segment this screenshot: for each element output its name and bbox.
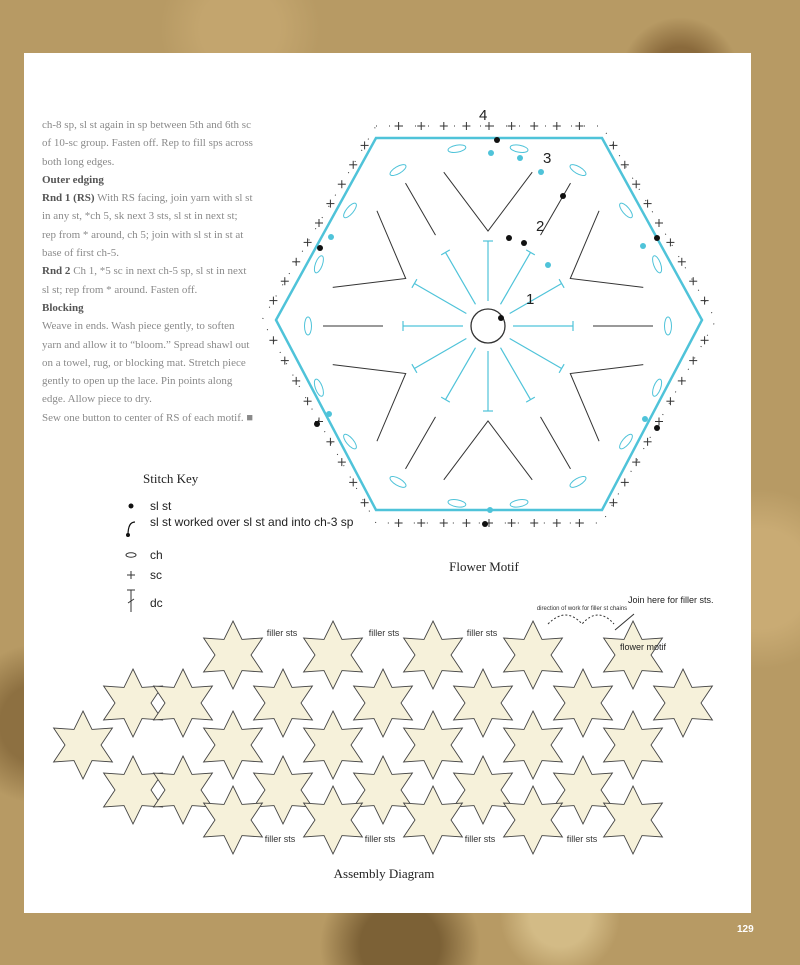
star-motif <box>504 621 563 689</box>
dc-petal <box>444 421 532 480</box>
filler-label-bottom: filler sts <box>566 834 598 844</box>
dc-petal <box>570 211 643 288</box>
star-motif <box>54 711 113 779</box>
sc-stitch <box>609 499 617 507</box>
star-motif <box>104 756 163 824</box>
slst-dot <box>521 240 527 246</box>
slst-over-symbol <box>128 522 135 535</box>
sc-stitch <box>395 519 403 527</box>
filler-label-bottom: filler sts <box>264 834 296 844</box>
dc-stem <box>541 417 571 469</box>
star-motif <box>304 786 363 854</box>
sc-stitch <box>666 397 674 405</box>
dc-petal <box>570 365 643 442</box>
sc-stitch <box>530 519 538 527</box>
key-label-slst-over <box>150 515 354 529</box>
dc-ray <box>414 284 466 314</box>
slst-dot <box>482 521 488 527</box>
slst-dot <box>560 193 566 199</box>
sc-stitch <box>417 122 425 130</box>
center-ring <box>471 309 505 343</box>
star-motif <box>154 756 213 824</box>
star-motif <box>554 669 613 737</box>
filler-label-bottom: filler sts <box>464 834 496 844</box>
ch-loop <box>510 144 529 154</box>
filler-label-top: filler sts <box>266 628 298 638</box>
rnd1-label: Rnd 1 (RS) <box>42 192 95 205</box>
key-label-slst-over-text: sl st worked over sl st and into ch-3 sp <box>150 515 354 529</box>
sc-stitch <box>655 418 663 426</box>
star-motif <box>404 786 463 854</box>
sc-stitch <box>292 258 300 266</box>
star-motif <box>604 711 663 779</box>
assembly-diagram <box>54 595 714 881</box>
key-label-slst: sl st <box>150 499 172 513</box>
sc-stitch <box>689 277 697 285</box>
dc-petal <box>333 365 406 442</box>
ch-dot <box>328 234 334 240</box>
sc-stitch <box>530 122 538 130</box>
sc-stitch <box>701 336 709 344</box>
outer-edging-heading: Outer edging <box>42 173 104 186</box>
dc-stem <box>406 183 436 235</box>
rnd2-text: Ch 1, *5 sc in next ch-5 sp, sl st in next sl st; rep from * around. Fasten off. <box>42 265 247 296</box>
flower-motif-note: flower motif <box>620 642 667 652</box>
sc-stitch <box>338 180 346 188</box>
sc-stitch <box>632 180 640 188</box>
slst-dot <box>317 245 323 251</box>
star-motif <box>404 621 463 689</box>
rnd1-text: With RS facing, join yarn with sl st in any st, *ch 5, sk next 3 sts, sl st in next st; rep from * around, ch 5; join with sl st in st at base of first ch-5. <box>42 192 253 260</box>
sc-stitch <box>326 438 334 446</box>
star-motif <box>654 669 713 737</box>
ch-loop <box>510 498 529 508</box>
stitch-key <box>126 471 354 612</box>
motif-outer-hexagon <box>276 138 702 510</box>
ch-loop <box>568 474 587 489</box>
ch-loop <box>388 163 407 178</box>
sc-stitch <box>553 122 561 130</box>
dc-ray-top <box>526 397 535 402</box>
dc-ray-top <box>412 279 417 288</box>
slst-dot <box>314 421 320 427</box>
sc-stitch <box>304 397 312 405</box>
star-motif <box>204 621 263 689</box>
stitch-key-title: Stitch Key <box>143 471 199 486</box>
star-motif <box>504 711 563 779</box>
ch-loop <box>665 317 672 335</box>
sc-stitch <box>440 519 448 527</box>
key-label-ch: ch <box>150 548 163 562</box>
instruction-continuation: ch-8 sp, sl st again in sp between 5th and 6th sc of 10-sc group. Fasten off. Rep to fill sps across both long edges. <box>42 119 253 168</box>
flower-motif-chart <box>262 107 716 574</box>
sc-stitch <box>575 122 583 130</box>
round-label-4: 4 <box>479 107 488 124</box>
ch-loop <box>447 498 466 508</box>
star-motif <box>254 756 313 824</box>
star-motif <box>354 669 413 737</box>
ch-loop <box>305 317 312 335</box>
assembly-caption: Assembly Diagram <box>333 866 435 881</box>
direction-note-text: direction of work for filler st chains <box>536 606 628 612</box>
star-motif <box>254 669 313 737</box>
dc-symbol <box>127 590 135 612</box>
ch-loop <box>618 432 635 450</box>
sc-stitch <box>269 336 277 344</box>
dc-ray <box>510 339 562 369</box>
sc-stitch <box>508 122 516 130</box>
star-motif <box>454 756 513 824</box>
sc-stitch <box>553 519 561 527</box>
star-motif <box>354 756 413 824</box>
sc-stitch <box>655 219 663 227</box>
sc-stitch <box>462 519 470 527</box>
blocking-text: Weave in ends. Wash piece gently, to soften yarn and allow it to “bloom.” Spread shawl out on a towel, rug, or blocking mat. Stretch piece gently to open up the lace. Pin points along edge. Allow piece to dry. <box>42 320 250 406</box>
sc-stitch <box>304 238 312 246</box>
page-number: 129 <box>737 924 754 935</box>
sc-stitch <box>644 438 652 446</box>
rnd2-label: Rnd 2 <box>42 265 71 278</box>
sc-stitch <box>395 122 403 130</box>
dc-ray-top <box>559 279 564 288</box>
key-label-dc: dc <box>150 596 163 610</box>
sc-stitch <box>417 519 425 527</box>
slst-dot <box>506 235 512 241</box>
round-markers <box>314 137 660 527</box>
sc-stitch <box>361 499 369 507</box>
slst-dot <box>494 137 500 143</box>
sc-stitch <box>632 458 640 466</box>
sc-stitch <box>575 519 583 527</box>
star-motif-grid <box>54 621 713 854</box>
star-motif <box>304 711 363 779</box>
direction-of-work-note <box>537 606 627 624</box>
sc-stitch <box>621 478 629 486</box>
ch-symbol <box>126 553 136 557</box>
filler-label-top: filler sts <box>466 628 498 638</box>
sc-stitch <box>326 200 334 208</box>
sc-stitch <box>666 238 674 246</box>
dc-ray-top <box>441 397 450 402</box>
dc-petal <box>444 172 532 231</box>
dc-petal-group <box>305 144 672 509</box>
ch-dot <box>326 411 332 417</box>
ch-loop <box>651 255 664 274</box>
filler-label-bottom: filler sts <box>364 834 396 844</box>
sc-stitch <box>281 357 289 365</box>
blocking-heading: Blocking <box>42 301 84 314</box>
button-text: Sew one button to center of RS of each motif. ■ <box>42 411 254 424</box>
ch-loop <box>388 474 407 489</box>
sc-symbol <box>127 571 135 579</box>
ch-dot <box>487 507 493 513</box>
dc-ray <box>510 284 562 314</box>
ch-dot <box>642 416 648 422</box>
round-label-3: 3 <box>543 150 552 167</box>
star-motif <box>554 756 613 824</box>
sc-stitch <box>361 141 369 149</box>
star-motif <box>104 669 163 737</box>
direction-arrow <box>548 615 614 624</box>
sc-stitch <box>689 357 697 365</box>
dc-ray <box>414 339 466 369</box>
dc-ray-top <box>441 250 450 255</box>
slst-over-dot <box>126 533 130 537</box>
ch-loop <box>568 163 587 178</box>
sc-stitch <box>281 277 289 285</box>
sc-stitch <box>349 161 357 169</box>
dc-petal <box>333 211 406 288</box>
star-motif <box>604 621 663 689</box>
star-motif <box>604 786 663 854</box>
sc-stitch <box>644 200 652 208</box>
star-motif <box>454 669 513 737</box>
star-motif <box>304 621 363 689</box>
star-motif <box>154 669 213 737</box>
sc-stitch <box>462 122 470 130</box>
star-motif <box>404 711 463 779</box>
dc-ray-top <box>412 364 417 373</box>
sc-stitch <box>609 141 617 149</box>
sc-stitch <box>678 377 686 385</box>
ch-dot <box>640 243 646 249</box>
filler-label-top: filler sts <box>368 628 400 638</box>
flower-motif-caption: Flower Motif <box>449 559 519 574</box>
ch-loop <box>313 255 326 274</box>
sc-stitch <box>269 297 277 305</box>
ch-loop <box>342 201 359 219</box>
sc-stitch <box>349 478 357 486</box>
dc-ray <box>501 348 531 400</box>
star-motif <box>204 786 263 854</box>
slst-dot <box>654 425 660 431</box>
sc-stitch <box>338 458 346 466</box>
motif-sc-edge <box>262 126 716 523</box>
star-motif <box>504 786 563 854</box>
sc-stitch <box>292 377 300 385</box>
sc-stitch <box>701 297 709 305</box>
ch-loop <box>618 201 635 219</box>
sc-stitch <box>621 161 629 169</box>
ch-dot <box>488 150 494 156</box>
star-motif <box>204 711 263 779</box>
ch-dot <box>517 155 523 161</box>
slst-symbol <box>129 504 134 509</box>
sc-stitch-row <box>269 122 708 527</box>
dc-ray-top <box>559 364 564 373</box>
ch-loop <box>447 144 466 154</box>
ch-dot <box>545 262 551 268</box>
dc-ray <box>446 252 476 304</box>
dc-stem <box>541 183 571 235</box>
join-note: Join here for filler sts. <box>628 595 714 605</box>
sc-stitch <box>678 258 686 266</box>
sc-stitch <box>315 219 323 227</box>
key-label-sc: sc <box>150 568 162 582</box>
sc-stitch <box>508 519 516 527</box>
center-slst <box>498 315 504 321</box>
dc-ray-top <box>526 250 535 255</box>
round-label-2: 2 <box>536 218 545 235</box>
dc-stem <box>406 417 436 469</box>
sc-stitch <box>440 122 448 130</box>
slst-dot <box>654 235 660 241</box>
round-label-1: 1 <box>526 291 535 308</box>
dc-ray <box>446 348 476 400</box>
ch-dot <box>538 169 544 175</box>
